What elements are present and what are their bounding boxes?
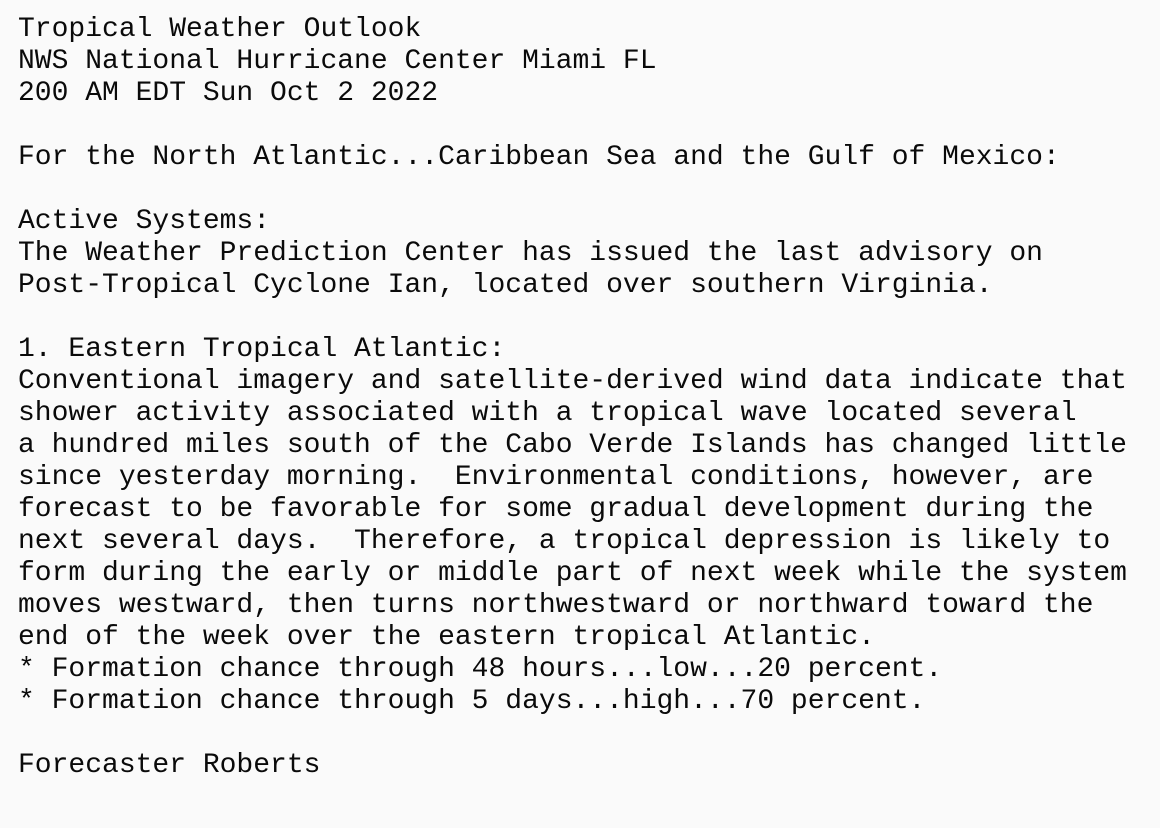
formation-chance-5day: * Formation chance through 5 days...high...70 percent. [18, 686, 926, 717]
blank-line [18, 110, 1160, 142]
outlook-area-1-heading: 1. Eastern Tropical Atlantic: [18, 334, 506, 365]
formation-chance-48hr: * Formation chance through 48 hours...low...20 percent. [18, 654, 943, 685]
outlook-area-1-discussion: Conventional imagery and satellite-derived wind data indicate that [18, 366, 1127, 397]
blank-line [18, 718, 1160, 750]
outlook-area-1-discussion: shower activity associated with a tropical wave located several [18, 398, 1077, 429]
outlook-area-1-discussion: a hundred miles south of the Cabo Verde Islands has changed little [18, 430, 1127, 461]
product-title: Tropical Weather Outlook [18, 14, 422, 45]
scope-line: For the North Atlantic...Caribbean Sea and the Gulf of Mexico: [18, 142, 1060, 173]
active-systems-text: Post-Tropical Cyclone Ian, located over southern Virginia. [18, 270, 993, 301]
blank-line [18, 302, 1160, 334]
active-systems-text: The Weather Prediction Center has issued the last advisory on [18, 238, 1043, 269]
outlook-area-1-discussion: end of the week over the eastern tropical Atlantic. [18, 622, 875, 653]
issuing-office: NWS National Hurricane Center Miami FL [18, 46, 657, 77]
outlook-area-1-discussion: forecast to be favorable for some gradual development during the [18, 494, 1094, 525]
blank-line [18, 174, 1160, 206]
forecaster-signature: Forecaster Roberts [18, 750, 321, 781]
outlook-area-1-discussion: since yesterday morning. Environmental conditions, however, are [18, 462, 1094, 493]
outlook-area-1-discussion: moves westward, then turns northwestward or northward toward the [18, 590, 1094, 621]
outlook-area-1-discussion: next several days. Therefore, a tropical depression is likely to [18, 526, 1111, 557]
issue-time: 200 AM EDT Sun Oct 2 2022 [18, 78, 439, 109]
outlook-area-1-discussion: form during the early or middle part of next week while the system [18, 558, 1127, 589]
active-systems-heading: Active Systems: [18, 206, 271, 237]
